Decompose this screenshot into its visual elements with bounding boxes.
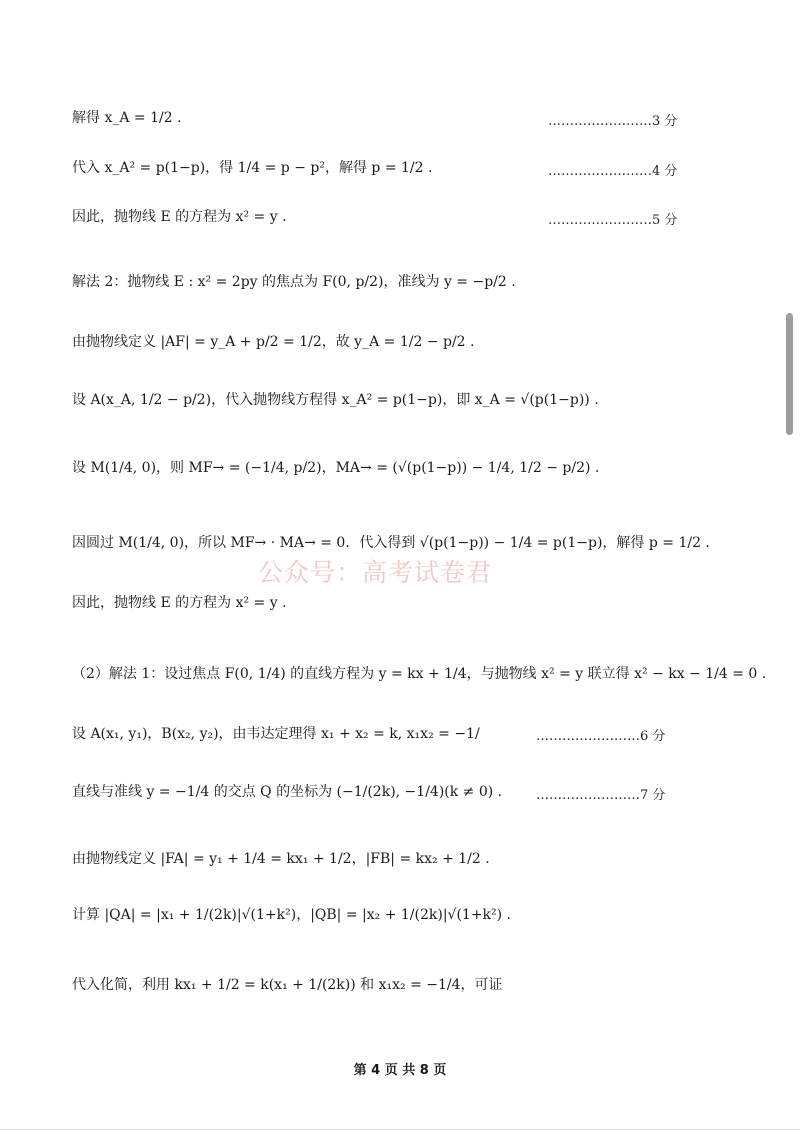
solution-line-7: 设 M(1/4, 0)，则 MF→ = (−1/4, p/2)，MA→ = (√(p(1−p)) − 1/4, 1/2 − p/2) . bbox=[72, 460, 600, 476]
scrollbar-thumb[interactable] bbox=[786, 313, 793, 435]
score-marker-3: ……………………3 分 bbox=[548, 114, 678, 129]
solution-line-11: 设 A(x₁, y₁)，B(x₂, y₂)，由韦达定理得 x₁ + x₂ = k, x₁x₂ = −1/ bbox=[72, 726, 480, 742]
score-marker-4: ……………………4 分 bbox=[548, 164, 678, 179]
solution-line-5: 由抛物线定义 |AF| = y_A + p/2 = 1/2，故 y_A = 1/2 − p/2 . bbox=[72, 334, 475, 350]
solution-line-9: 因此，抛物线 E 的方程为 x² = y . bbox=[72, 595, 287, 611]
page-footer: 第 4 页 共 8 页 bbox=[353, 1063, 447, 1078]
score-marker-6: ……………………6 分 bbox=[536, 729, 666, 744]
solution-line-6: 设 A(x_A, 1/2 − p/2)，代入抛物线方程得 x_A² = p(1−p)，即 x_A = √(p(1−p)) . bbox=[72, 392, 599, 408]
score-marker-5: ……………………5 分 bbox=[548, 213, 678, 228]
solution-line-2: 代入 x_A² = p(1−p)，得 1/4 = p − p²，解得 p = 1/2 . bbox=[72, 160, 433, 176]
solution-line-13: 由抛物线定义 |FA| = y₁ + 1/4 = kx₁ + 1/2，|FB| = kx₂ + 1/2 . bbox=[72, 851, 490, 867]
score-marker-7: ……………………7 分 bbox=[536, 788, 666, 803]
solution-line-3: 因此，抛物线 E 的方程为 x² = y . bbox=[72, 209, 287, 225]
solution-line-8: 因圆过 M(1/4, 0)，所以 MF→ · MA→ = 0．代入得到 √(p(1−p)) − 1/4 = p(1−p)，解得 p = 1/2 . bbox=[72, 535, 710, 551]
watermark: 公众号：高考试卷君 bbox=[258, 558, 493, 587]
part-2-line: （2）解法 1：设过焦点 F(0, 1/4) 的直线方程为 y = kx + 1/4，与抛物线 x² = y 联立得 x² − kx − 1/4 = 0 . bbox=[72, 666, 767, 682]
solution-line-15: 代入化简，利用 kx₁ + 1/2 = k(x₁ + 1/(2k)) 和 x₁x₂ = −1/4，可证 bbox=[72, 977, 503, 993]
solution-line-12: 直线与准线 y = −1/4 的交点 Q 的坐标为 (−1/(2k), −1/4)(k ≠ 0) . bbox=[72, 784, 503, 800]
solution-line-1: 解得 x_A = 1/2 . bbox=[72, 110, 182, 126]
solution-line-14: 计算 |QA| = |x₁ + 1/(2k)|√(1+k²)，|QB| = |x₂ + 1/(2k)|√(1+k²) . bbox=[72, 907, 512, 923]
method-2-heading-line: 解法 2：抛物线 E : x² = 2py 的焦点为 F(0, p/2)，准线为 y = −p/2 . bbox=[72, 274, 516, 290]
